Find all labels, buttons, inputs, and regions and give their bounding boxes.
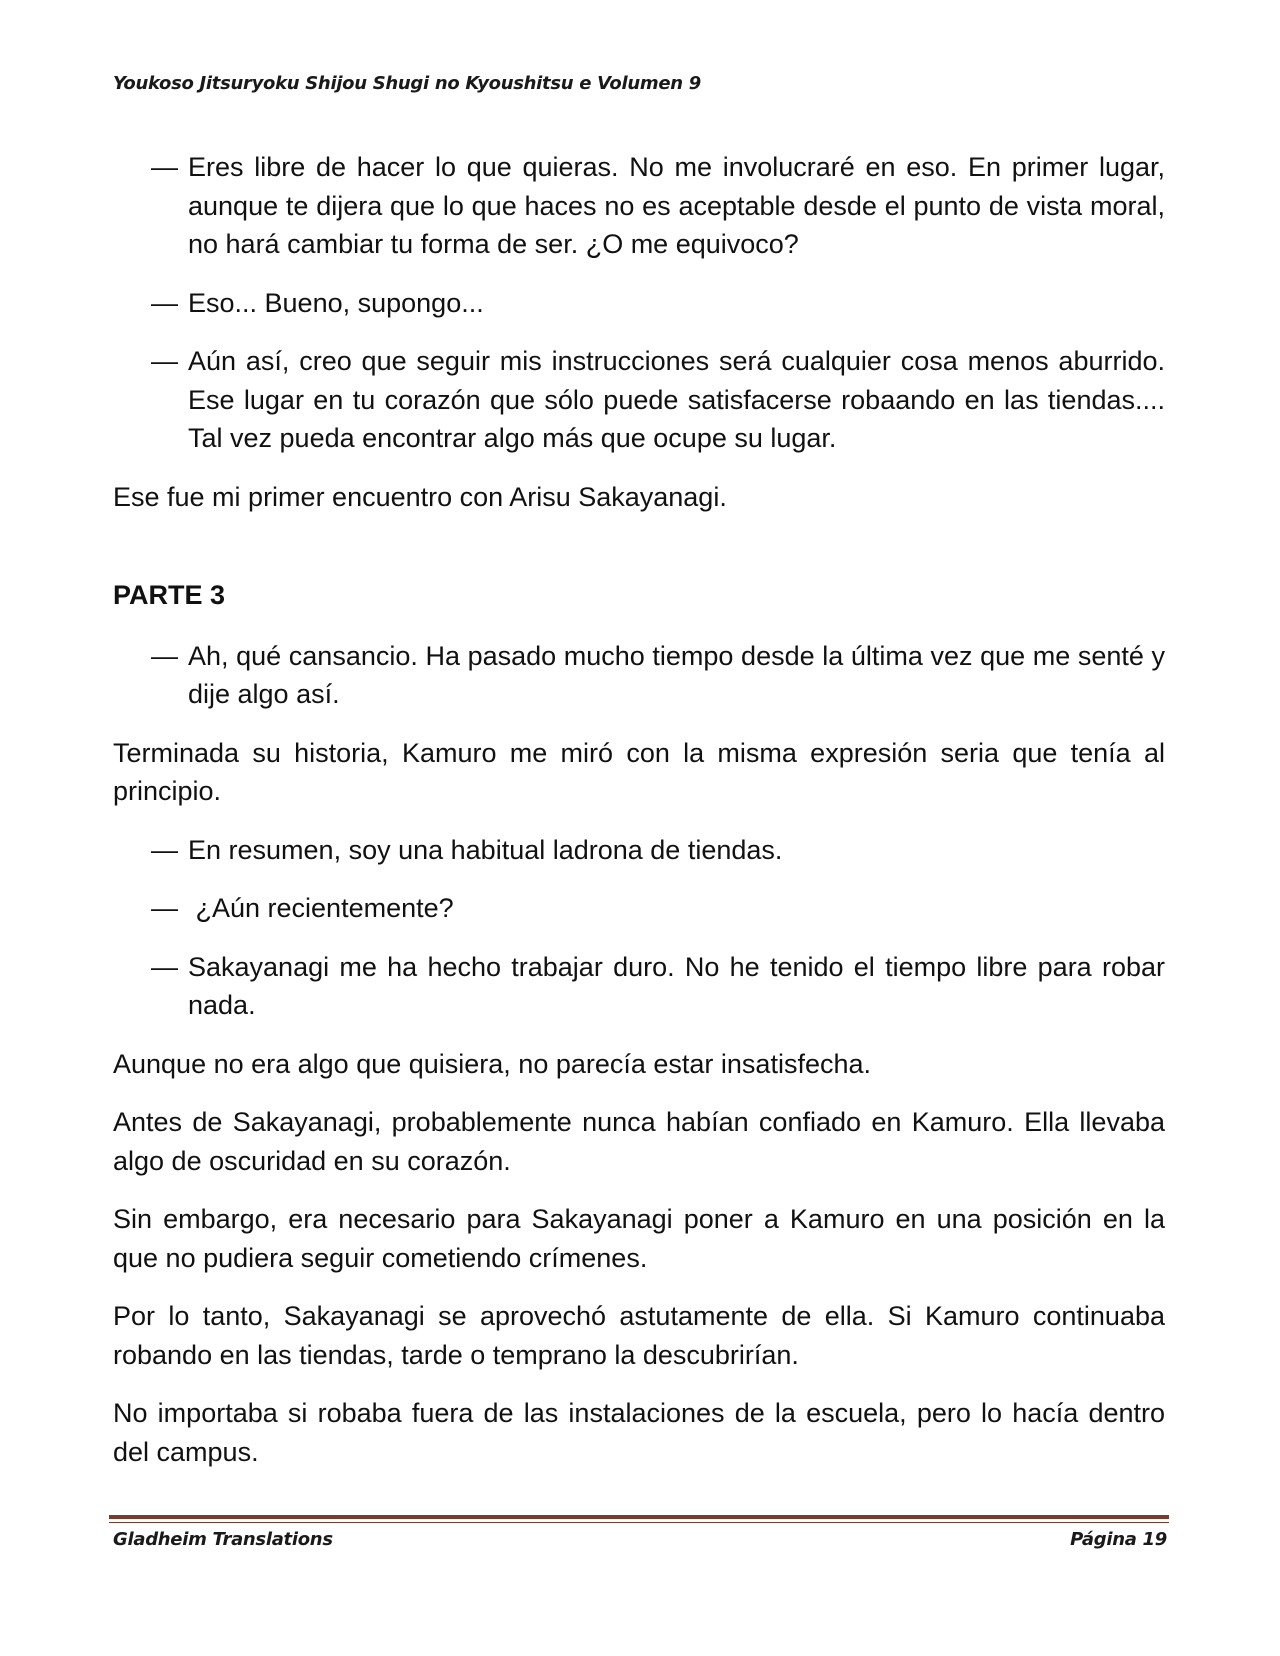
dialogue-dash: — xyxy=(151,287,178,318)
dialogue-text: Ah, qué cansancio. Ha pasado mucho tiempo desde la última vez que me senté y dije algo así. xyxy=(188,640,1165,709)
dialogue-text: Eso... Bueno, supongo... xyxy=(188,287,484,318)
dialogue-dash: — xyxy=(151,951,178,982)
dialogue-dash: — xyxy=(151,640,178,671)
page-body xyxy=(113,148,1165,1491)
dialogue-line xyxy=(151,948,1165,1025)
footer-rule-thick xyxy=(109,1515,1169,1519)
narrative-paragraph: No importaba si robaba fuera de las instalaciones de la escuela, pero lo hacía dentro del campus. xyxy=(113,1398,1165,1467)
dialogue-dash: — xyxy=(151,893,178,923)
page-number: Página 19 xyxy=(1070,1529,1167,1550)
running-header: Youkoso Jitsuryoku Shijou Shugi no Kyoushitsu e Volumen 9 xyxy=(113,73,701,94)
narrative-paragraph: Antes de Sakayanagi, probablemente nunca habían confiado en Kamuro. Ella llevaba algo de oscuridad en su corazón. xyxy=(113,1107,1165,1176)
narrative-paragraph: Aunque no era algo que quisiera, no parecía estar insatisfecha. xyxy=(113,1048,872,1079)
dialogue-line xyxy=(151,831,1165,870)
dialogue-line xyxy=(151,637,1165,714)
section-heading: PARTE 3 xyxy=(113,580,226,610)
narrative-paragraph: Ese fue mi primer encuentro con Arisu Sakayanagi. xyxy=(113,481,727,512)
dialogue-dash: — xyxy=(151,834,178,865)
dialogue-text: Sakayanagi me ha hecho trabajar duro. No he tenido el tiempo libre para robar nada. xyxy=(188,951,1165,1020)
footer-credit: Gladheim Translations xyxy=(113,1529,333,1550)
dialogue-text: Aún así, creo que seguir mis instrucciones será cualquier cosa menos aburrido. Ese lugar en tu corazón que sólo puede satisfacerse robaando en las tiendas.... Tal vez pueda encontrar algo más que ocupe su lugar. xyxy=(188,346,1165,453)
dialogue-text: ¿Aún recientemente? xyxy=(188,893,454,923)
dialogue-dash: — xyxy=(151,346,178,376)
dialogue-text: En resumen, soy una habitual ladrona de tiendas. xyxy=(188,834,783,865)
dialogue-line xyxy=(151,342,1165,458)
footer-rule-thin xyxy=(109,1522,1169,1523)
narrative-paragraph: Por lo tanto, Sakayanagi se aprovechó astutamente de ella. Si Kamuro continuaba robando en las tiendas, tarde o temprano la descubrirían. xyxy=(113,1301,1165,1370)
dialogue-line xyxy=(151,889,1165,928)
narrative-paragraph: Sin embargo, era necesario para Sakayanagi poner a Kamuro en una posición en la que no pudiera seguir cometiendo crímenes. xyxy=(113,1204,1165,1273)
dialogue-text: Eres libre de hacer lo que quieras. No me involucraré en eso. En primer lugar, aunque te dijera que lo que haces no es aceptable desde el punto de vista moral, no hará cambiar tu forma de ser. ¿O me equivoco? xyxy=(188,152,1165,259)
dialogue-dash: — xyxy=(151,152,178,182)
dialogue-line xyxy=(151,284,1165,323)
narrative-paragraph: Terminada su historia, Kamuro me miró con la misma expresión seria que tenía al principio. xyxy=(113,737,1165,806)
dialogue-line xyxy=(151,148,1165,264)
